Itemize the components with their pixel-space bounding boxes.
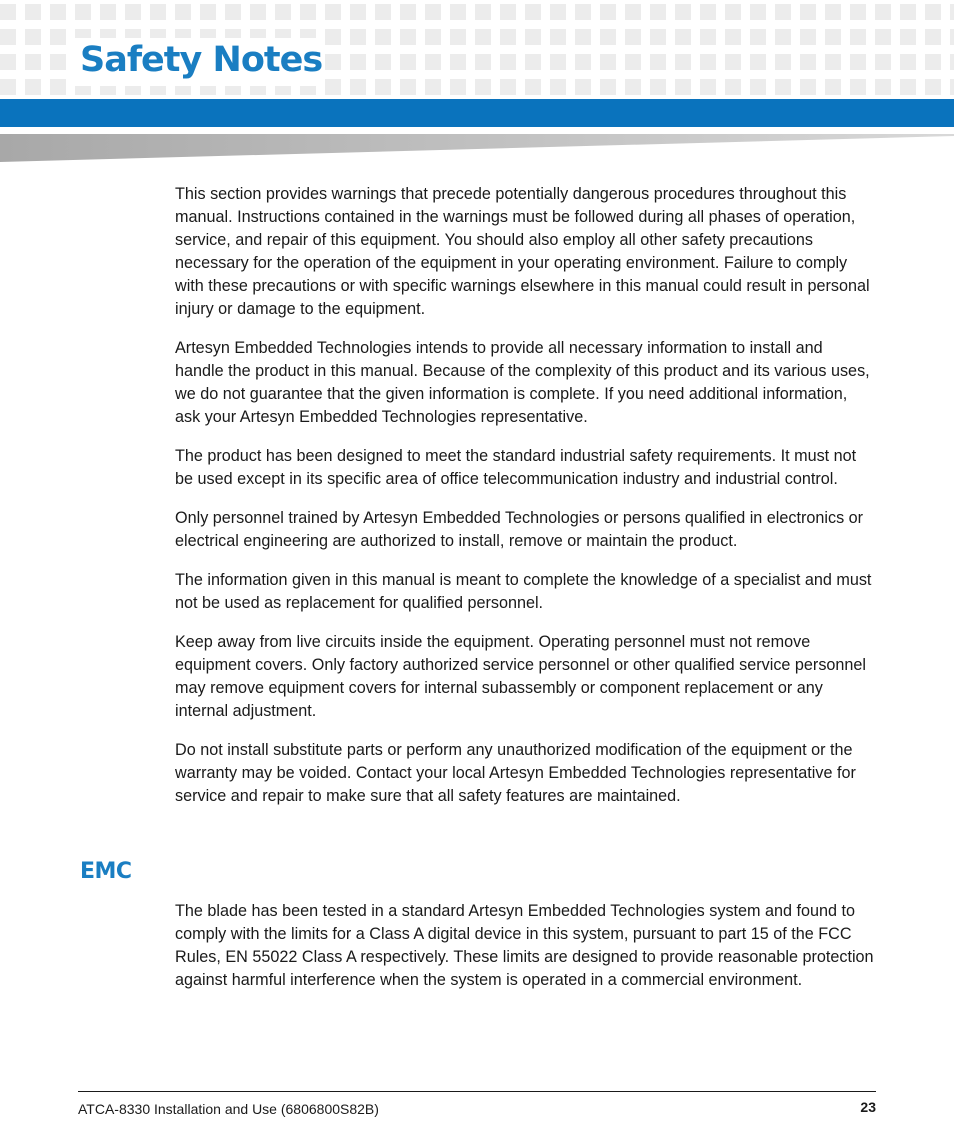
header-gray-wedge: [0, 131, 954, 164]
footer-page-number: 23: [860, 1099, 876, 1115]
paragraph: Artesyn Embedded Technologies intends to provide all necessary information to install and handle the product in this manual. Because of the complexity of this product and its various uses, we do not guarantee that the given information is complete. If you need additional information, ask your Artesyn Embedded Technologies representative.: [175, 339, 870, 426]
page-title: Safety Notes: [80, 40, 323, 80]
paragraph: This section provides warnings that precede potentially dangerous procedures throughout this manual. Instructions contained in the warnings must be followed during all phases of operation, service, and repair of this equipment. You should also employ all other safety precautions necessary for the operation of the equipment in your operating environment. Failure to comply with these precautions or with specific warnings elsewhere in this manual could result in personal injury or damage to the equipment.: [175, 185, 870, 318]
paragraph: Only personnel trained by Artesyn Embedded Technologies or persons qualified in electronics or electrical engineering are authorized to install, remove or maintain the product.: [175, 509, 864, 550]
paragraph: The product has been designed to meet the standard industrial safety requirements. It must not be used except in its specific area of office telecommunication industry and industrial control.: [175, 447, 857, 488]
paragraph: Do not install substitute parts or perform any unauthorized modification of the equipment or the warranty may be voided. Contact your local Artesyn Embedded Technologies representative for service and repair to make sure that all safety features are maintained.: [175, 741, 856, 805]
footer-document-title: ATCA-8330 Installation and Use (6806800S82B): [78, 1101, 379, 1117]
main-content: [175, 183, 875, 824]
header-blue-bar: [0, 99, 954, 127]
emc-content: [175, 900, 875, 992]
paragraph: The blade has been tested in a standard Artesyn Embedded Technologies system and found to comply with the limits for a Class A digital device in this system, pursuant to part 15 of the FCC Rules, EN 55022 Class A respectively. These limits are designed to provide reasonable protection against harmful interference when the system is operated in a commercial environment.: [175, 902, 874, 989]
section-heading-emc: EMC: [80, 859, 132, 884]
footer-divider: [78, 1091, 876, 1092]
paragraph: Keep away from live circuits inside the equipment. Operating personnel must not remove equipment covers. Only factory authorized service personnel or other qualified service personnel may remove equipment covers for internal subassembly or component replacement or any internal adjustment.: [175, 633, 867, 720]
paragraph: The information given in this manual is meant to complete the knowledge of a specialist and must not be used as replacement for qualified personnel.: [175, 571, 872, 612]
